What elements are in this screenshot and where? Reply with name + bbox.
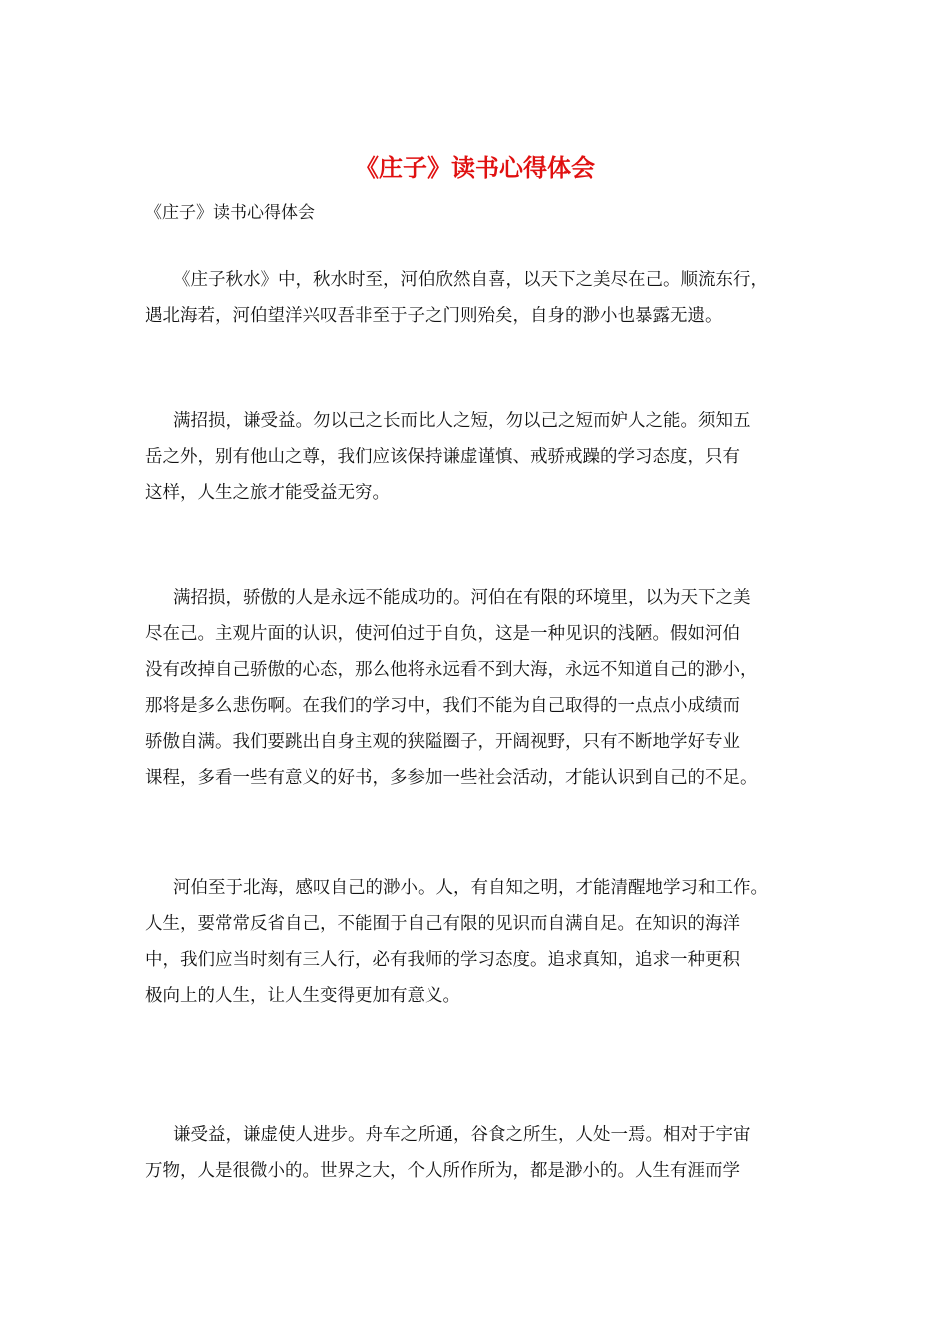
paragraph-line: 那将是多么悲伤啊。在我们的学习中，我们不能为自己取得的一点点小成绩而: [145, 696, 740, 716]
paragraph-line: 极向上的人生，让人生变得更加有意义。: [145, 986, 460, 1006]
paragraph-4: [145, 870, 825, 1014]
paragraph-line: 没有改掉自己骄傲的心态，那么他将永远看不到大海，永远不知道自己的渺小，: [145, 660, 758, 680]
paragraph-line: 满招损，谦受益。勿以己之长而比人之短，勿以己之短而妒人之能。须知五: [173, 411, 751, 431]
paragraph-line: 遇北海若，河伯望洋兴叹吾非至于子之门则殆矣，自身的渺小也暴露无遗。: [145, 306, 723, 326]
paragraph-line: 岳之外，别有他山之尊，我们应该保持谦虚谨慎、戒骄戒躁的学习态度，只有: [145, 447, 740, 467]
paragraph-3: [145, 580, 825, 796]
paragraph-line: 满招损，骄傲的人是永远不能成功的。河伯在有限的环境里，以为天下之美: [173, 588, 751, 608]
paragraph-line: 河伯至于北海，感叹自己的渺小。人，有自知之明，才能清醒地学习和工作。: [173, 878, 768, 898]
paragraph-line: 尽在己。主观片面的认识，使河伯过于自负，这是一种见识的浅陋。假如河伯: [145, 624, 740, 644]
paragraph-line: 这样，人生之旅才能受益无穷。: [145, 483, 390, 503]
paragraph-line: 课程，多看一些有意义的好书，多参加一些社会活动，才能认识到自己的不足。: [145, 768, 758, 788]
paragraph-1: [145, 262, 825, 334]
paragraph-line: 《庄子秋水》中，秋水时至，河伯欣然自喜，以天下之美尽在己。顺流东行，: [173, 270, 768, 290]
paragraph-2: [145, 403, 825, 511]
paragraph-line: 中，我们应当时刻有三人行，必有我师的学习态度。追求真知，追求一种更积: [145, 950, 740, 970]
paragraph-line: 谦受益，谦虚使人进步。舟车之所通，谷食之所生，人处一焉。相对于宇宙: [173, 1125, 751, 1145]
document-title: 《庄子》读书心得体会: [355, 153, 595, 182]
paragraph-5: [145, 1117, 825, 1189]
document-subtitle: 《庄子》读书心得体会: [145, 203, 315, 223]
paragraph-line: 骄傲自满。我们要跳出自身主观的狭隘圈子，开阔视野，只有不断地学好专业: [145, 732, 740, 752]
paragraph-line: 人生，要常常反省自己，不能囿于自己有限的见识而自满自足。在知识的海洋: [145, 914, 740, 934]
paragraph-line: 万物，人是很微小的。世界之大，个人所作所为，都是渺小的。人生有涯而学: [145, 1161, 740, 1181]
